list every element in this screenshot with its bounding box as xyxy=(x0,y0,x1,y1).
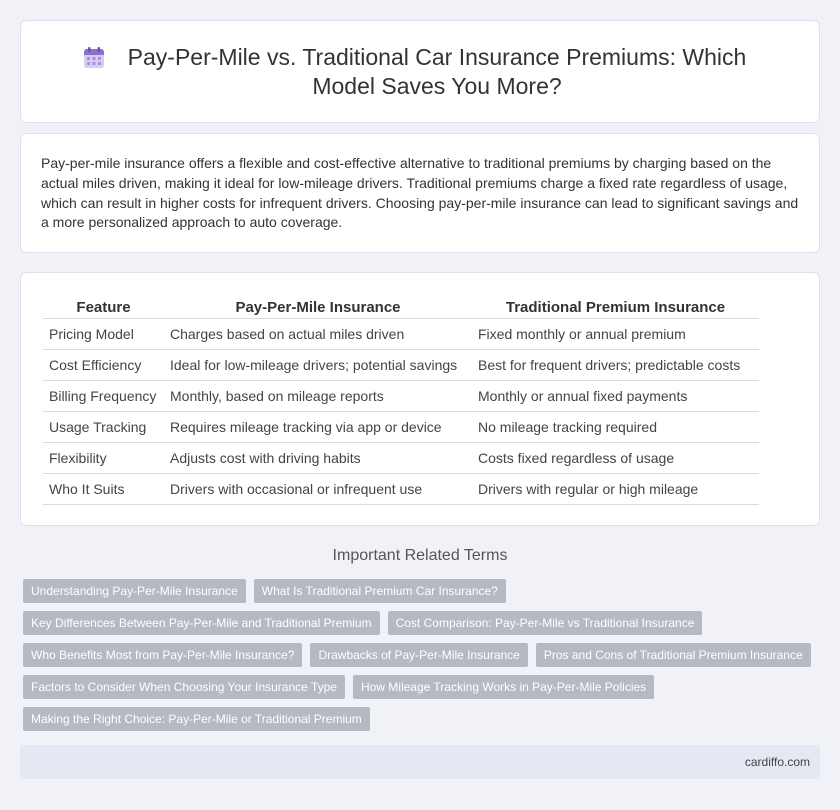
table-row xyxy=(43,381,759,412)
footer-domain[interactable]: cardiffo.com xyxy=(744,755,810,769)
table-row xyxy=(43,443,759,474)
table-cell: Requires mileage tracking via app or device xyxy=(164,412,472,443)
table-cell: Billing Frequency xyxy=(43,381,164,412)
related-term-link[interactable]: What Is Traditional Premium Car Insurance? xyxy=(254,579,506,603)
comparison-card xyxy=(20,272,820,526)
table-cell: Pricing Model xyxy=(43,319,164,350)
header-card xyxy=(20,20,820,123)
table-cell: Monthly or annual fixed payments xyxy=(472,381,759,412)
related-term-link[interactable]: Cost Comparison: Pay-Per-Mile vs Traditional Insurance xyxy=(388,611,703,635)
related-terms-list xyxy=(23,579,813,739)
related-term-link[interactable]: Making the Right Choice: Pay-Per-Mile or Traditional Premium xyxy=(23,707,370,731)
table-cell: Best for frequent drivers; predictable costs xyxy=(472,350,759,381)
column-header-traditional: Traditional Premium Insurance xyxy=(472,295,759,319)
related-term-link[interactable]: Drawbacks of Pay-Per-Mile Insurance xyxy=(310,643,527,667)
related-term-link[interactable]: Who Benefits Most from Pay-Per-Mile Insurance? xyxy=(23,643,302,667)
table-cell: Flexibility xyxy=(43,443,164,474)
table-cell: Adjusts cost with driving habits xyxy=(164,443,472,474)
related-term-link[interactable]: How Mileage Tracking Works in Pay-Per-Mile Policies xyxy=(353,675,654,699)
tag-row xyxy=(23,579,813,603)
table-header-row xyxy=(43,295,759,319)
table-row xyxy=(43,350,759,381)
tag-row xyxy=(23,675,813,699)
page-title: Pay-Per-Mile vs. Traditional Car Insurance Premiums: Which Model Saves You More? xyxy=(127,44,747,99)
related-term-link[interactable]: Factors to Consider When Choosing Your Insurance Type xyxy=(23,675,345,699)
table-cell: Charges based on actual miles driven xyxy=(164,319,472,350)
table-cell: No mileage tracking required xyxy=(472,412,759,443)
tag-row xyxy=(23,707,813,731)
tag-row xyxy=(23,611,813,635)
related-term-link[interactable]: Pros and Cons of Traditional Premium Insurance xyxy=(536,643,811,667)
related-term-link[interactable]: Understanding Pay-Per-Mile Insurance xyxy=(23,579,246,603)
table-row xyxy=(43,412,759,443)
column-header-feature: Feature xyxy=(43,295,164,319)
table-cell: Ideal for low-mileage drivers; potential savings xyxy=(164,350,472,381)
table-cell: Monthly, based on mileage reports xyxy=(164,381,472,412)
related-term-link[interactable]: Key Differences Between Pay-Per-Mile and Traditional Premium xyxy=(23,611,380,635)
comparison-table xyxy=(43,295,759,505)
table-cell: Usage Tracking xyxy=(43,412,164,443)
table-cell: Drivers with regular or high mileage xyxy=(472,474,759,505)
table-row xyxy=(43,474,759,505)
footer xyxy=(20,745,820,779)
tag-row xyxy=(23,643,813,667)
table-row xyxy=(43,319,759,350)
intro-paragraph: Pay-per-mile insurance offers a flexible and cost-effective alternative to traditional premiums by charging based on the actual miles driven, making it ideal for low-mileage drivers. Traditional premiums charge a fixed rate regardless of usage, which can result in higher costs for infrequent drivers. Choosing pay-per-mile insurance can lead to significant savings and a more personalized approach to auto coverage. xyxy=(41,155,799,231)
intro-card xyxy=(20,133,820,253)
table-cell: Drivers with occasional or infrequent use xyxy=(164,474,472,505)
table-cell: Cost Efficiency xyxy=(43,350,164,381)
table-cell: Fixed monthly or annual premium xyxy=(472,319,759,350)
column-header-pay-per-mile: Pay-Per-Mile Insurance xyxy=(164,295,472,319)
related-terms-heading: Important Related Terms xyxy=(332,547,508,564)
table-cell: Costs fixed regardless of usage xyxy=(472,443,759,474)
table-cell: Who It Suits xyxy=(43,474,164,505)
